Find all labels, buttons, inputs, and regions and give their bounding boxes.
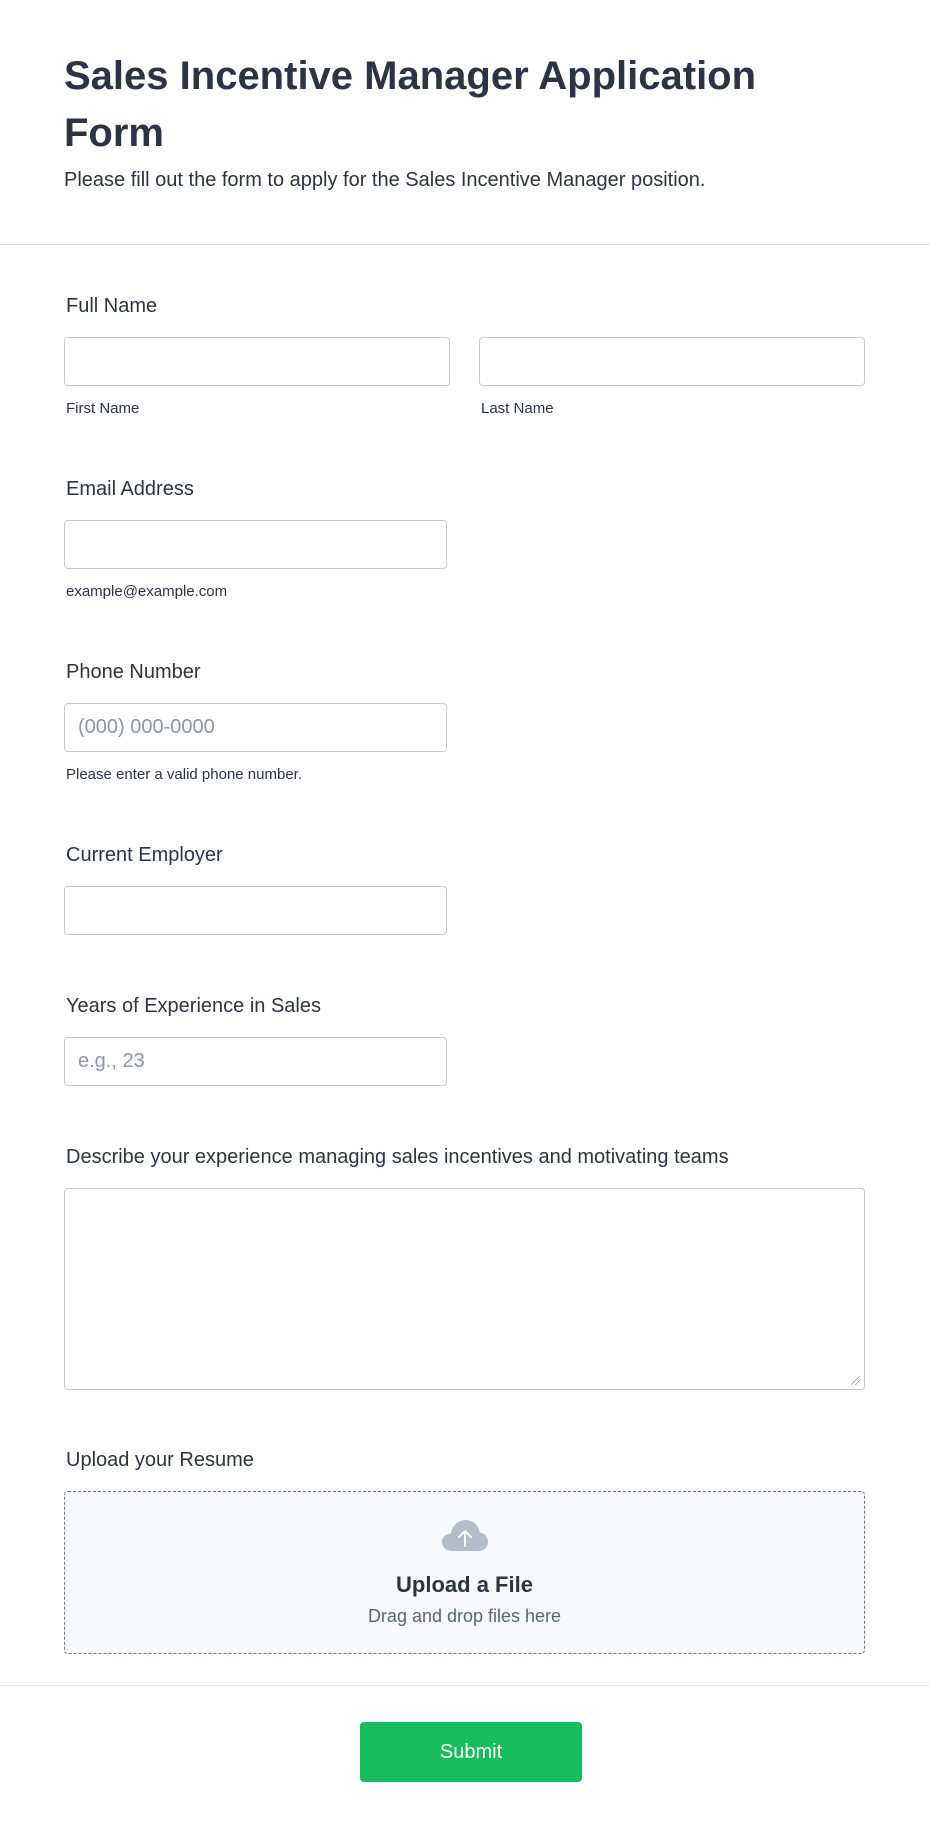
phone-sublabel: Please enter a valid phone number. [66,766,302,783]
last-name-input[interactable] [479,337,865,386]
cloud-upload-icon [441,1518,489,1552]
footer-divider [0,1685,930,1686]
email-sublabel: example@example.com [66,583,228,600]
full-name-label: Full Name [66,295,158,317]
upload-subtitle: Drag and drop files here [367,1606,562,1626]
first-name-sublabel: First Name [66,400,140,417]
first-name-input[interactable] [64,337,450,386]
resume-upload-dropzone[interactable] [64,1491,865,1654]
employer-label: Current Employer [66,844,223,866]
phone-placeholder: (000) 000-0000 [78,716,215,738]
experience-years-input[interactable] [64,1037,447,1086]
email-input[interactable] [64,520,447,569]
employer-input[interactable] [64,886,447,935]
phone-input[interactable] [64,703,447,752]
phone-label: Phone Number [66,661,201,683]
submit-button[interactable]: Submit [360,1722,582,1782]
experience-years-placeholder: e.g., 23 [78,1050,145,1072]
experience-years-label: Years of Experience in Sales [66,995,321,1017]
resume-label: Upload your Resume [66,1449,254,1471]
form-header [0,0,930,245]
resize-grip-icon[interactable] [851,1376,860,1385]
form-subtitle: Please fill out the form to apply for the Sales Incentive Manager position. [64,169,706,191]
last-name-sublabel: Last Name [481,400,554,417]
experience-description-textarea[interactable] [64,1188,865,1390]
upload-title: Upload a File [396,1572,533,1597]
experience-description-label: Describe your experience managing sales incentives and motivating teams [66,1146,729,1168]
form-title: Sales Incentive Manager Application Form [64,54,757,155]
email-label: Email Address [66,478,194,500]
